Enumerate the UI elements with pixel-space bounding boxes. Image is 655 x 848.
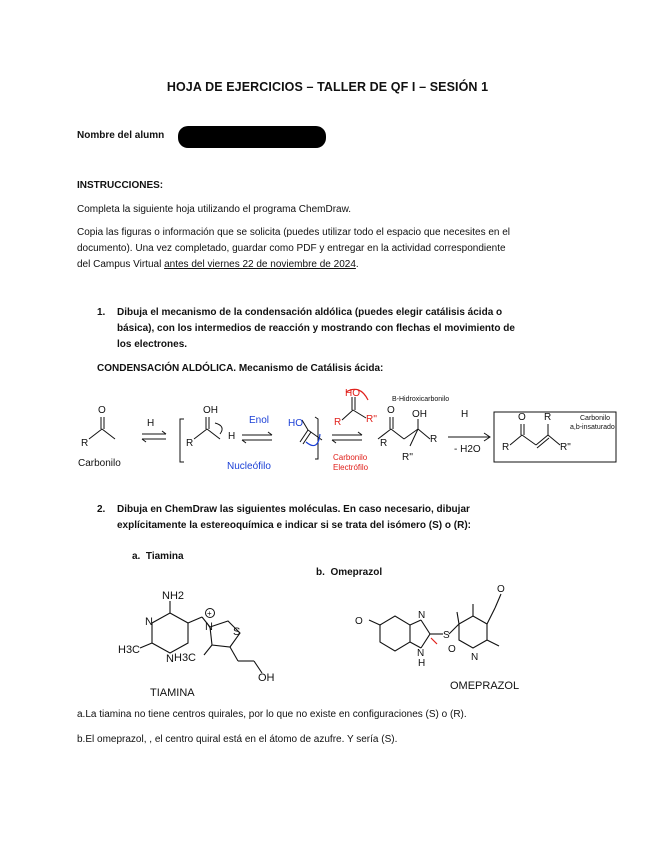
omeprazole-structure — [345, 580, 535, 675]
svg-text:OH: OH — [203, 405, 218, 416]
tiamina-caption: TIAMINA — [150, 687, 195, 699]
svg-text:Electrófilo: Electrófilo — [333, 463, 369, 472]
svg-text:OH: OH — [412, 409, 427, 420]
svg-text:a,b-insaturado: a,b-insaturado — [570, 424, 615, 431]
svg-text:NH2: NH2 — [162, 590, 185, 602]
aldol-mechanism-scheme — [70, 382, 630, 482]
svg-text:O: O — [98, 405, 106, 416]
svg-text:H: H — [228, 431, 236, 442]
svg-text:Carbonilo: Carbonilo — [333, 453, 368, 462]
svg-text:H: H — [418, 658, 426, 669]
svg-text:N: N — [418, 610, 426, 621]
q2-number: 2. — [97, 504, 106, 515]
deadline: antes del viernes 22 de noviembre de 2024 — [164, 259, 356, 270]
svg-text:Carbonilo: Carbonilo — [78, 458, 121, 469]
svg-text:N: N — [205, 621, 213, 633]
svg-text:H3C: H3C — [174, 652, 197, 664]
svg-text:N: N — [417, 648, 425, 659]
svg-text:O: O — [355, 616, 363, 627]
svg-text:O: O — [518, 412, 526, 423]
svg-text:R: R — [502, 442, 510, 453]
thiamine-structure — [110, 585, 290, 700]
svg-text:R: R — [334, 417, 342, 428]
answer-b: b.El omeprazol, , el centro quiral está en el átomo de azufre. Y sería (S). — [77, 734, 398, 745]
svg-text:R: R — [544, 412, 552, 423]
svg-text:O: O — [387, 405, 395, 416]
svg-text:R: R — [380, 438, 388, 449]
svg-text:R": R" — [560, 442, 571, 453]
svg-text:HO: HO — [288, 418, 303, 429]
svg-text:H3C: H3C — [118, 644, 141, 656]
svg-text:H: H — [147, 418, 155, 429]
page-title: HOJA DE EJERCICIOS – TALLER DE QF I – SESIÓN 1 — [166, 80, 489, 94]
q1-subtitle: CONDENSACIÓN ALDÓLICA. Mecanismo de Catálisis ácida: — [97, 363, 384, 374]
svg-text:B-Hidroxicarbonilo: B-Hidroxicarbonilo — [392, 396, 450, 403]
svg-text:OH: OH — [258, 672, 275, 684]
svg-text:R'': R'' — [402, 452, 414, 463]
svg-text:S: S — [443, 630, 450, 641]
svg-text:N: N — [145, 616, 153, 628]
svg-text:Carbonilo: Carbonilo — [580, 415, 610, 422]
svg-text:O: O — [497, 584, 505, 595]
answer-a: a.La tiamina no tiene centros quirales, por lo que no existe en configuraciones (S) o (R). — [77, 709, 467, 720]
q1-text: Dibuja el mecanismo de la condensación aldólica (puedes elegir catálisis ácida o básica), con los intermedios de reacción y mostrando con flechas el movimiento de los electrones. — [117, 307, 515, 350]
svg-text:R: R — [430, 434, 438, 445]
svg-text:S: S — [233, 626, 241, 638]
student-name-label: Nombre del alumn — [77, 130, 165, 141]
svg-text:R: R — [81, 438, 89, 449]
svg-text:Nucleófilo: Nucleófilo — [227, 461, 271, 472]
svg-text:N: N — [471, 652, 479, 663]
q2-b-label: b. Omeprazol — [316, 567, 383, 578]
instructions-p1: Completa la siguiente hoja utilizando el programa ChemDraw. — [77, 204, 352, 215]
instructions-heading: INSTRUCCIONES: — [77, 180, 164, 191]
svg-text:O: O — [448, 644, 456, 655]
svg-text:+: + — [207, 609, 212, 618]
redacted-name — [178, 126, 326, 148]
q2-a-label: a. Tiamina — [132, 551, 184, 562]
svg-text:- H2O: - H2O — [454, 444, 481, 455]
svg-text:R: R — [186, 438, 194, 449]
svg-text:R'': R'' — [366, 414, 378, 425]
svg-text:H: H — [461, 409, 469, 420]
q1-number: 1. — [97, 307, 106, 318]
omeprazol-caption: OMEPRAZOL — [450, 680, 520, 692]
q2-text: Dibuja en ChemDraw las siguientes moléculas. En caso necesario, dibujar explícitamente la estereoquímica e indicar si se trata del isómero (S) o (R): — [117, 504, 472, 531]
svg-text:N: N — [166, 653, 174, 665]
svg-text:HO: HO — [345, 388, 360, 399]
instructions-p2: Copia las figuras o información que se solicita (puedes utilizar todo el espacio que necesites en el documento). Una vez completado, guardar como PDF y entregar en la actividad correspondiente del Campus Virtual antes del viernes 22 de noviembre de 2024. — [77, 227, 511, 270]
svg-text:Enol: Enol — [249, 415, 270, 426]
